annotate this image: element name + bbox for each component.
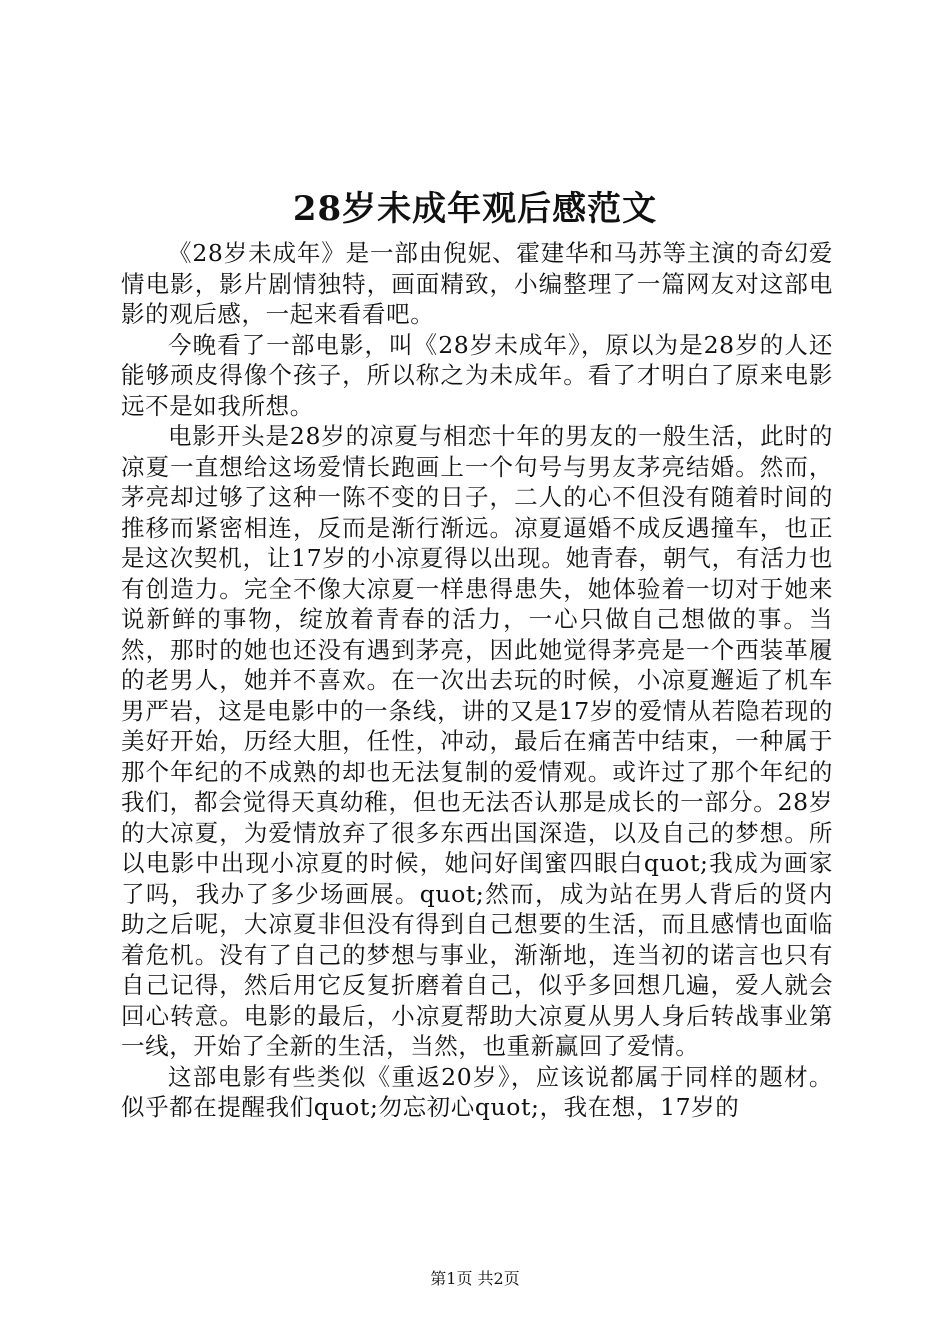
paragraph-plot-review: 电影开头是28岁的凉夏与相恋十年的男友的一般生活，此时的凉夏一直想给这场爱情长跑画上一个句号与男友茅亮结婚。然而，茅亮却过够了这种一陈不变的日子，二人的心不但没有随着时间的推移而紧密相连，反而是渐行渐远。凉夏逼婚不成反遇撞车，也正是这次契机，让17岁的小凉夏得以出现。她青春，朝气，有活力也有创造力。完全不像大凉夏一样患得患失，她体验着一切对于她来说新鲜的事物，绽放着青春的活力，一心只做自己想做的事。当然，那时的她也还没有遇到茅亮，因此她觉得茅亮是一个西装革履的老男人，她并不喜欢。在一次出去玩的时候，小凉夏邂逅了机车男严岩，这是电影中的一条线，讲的又是17岁的爱情从若隐若现的美好开始，历经大胆，任性，冲动，最后在痛苦中结束，一种属于那个年纪的不成熟的却也无法复制的爱情观。或许过了那个年纪的我们，都会觉得天真幼稚，但也无法否认那是成长的一部分。28岁的大凉夏，为爱情放弃了很多东西出国深造，以及自己的梦想。所以电影中出现小凉夏的时候，她问好闺蜜四眼白quot;我成为画家了吗，我办了多少场画展。quot;然而，成为站在男人背后的贤内助之后呢，大凉夏非但没有得到自己想要的生活，而且感情也面临着危机。没有了自己的梦想与事业，渐渐地，连当初的诺言也只有自己记得，然后用它反复折磨着自己，似乎多回想几遍，爱人就会回心转意。电影的最后，小凉夏帮助大凉夏从男人身后转战事业第一线，开始了全新的生活，当然，也重新赢回了爱情。	[121, 422, 833, 1060]
paragraph-intro: 《28岁未成年》是一部由倪妮、霍建华和马苏等主演的奇幻爱情电影，影片剧情独特，画面精致，小编整理了一篇网友对这部电影的观后感，一起来看看吧。	[121, 239, 833, 328]
document-body	[121, 238, 833, 1123]
paragraph-comparison: 这部电影有些类似《重返20岁》，应该说都属于同样的题材。似乎都在提醒我们quot;勿忘初心quot;，我在想，17岁的	[121, 1062, 833, 1121]
paragraph-first-impression: 今晚看了一部电影，叫《28岁未成年》，原以为是28岁的人还能够顽皮得像个孩子，所以称之为未成年。看了才明白了原来电影远不是如我所想。	[121, 330, 833, 420]
document-title: 28岁未成年观后感范文	[292, 189, 658, 229]
page-footer: 第1页 共2页	[430, 1269, 520, 1288]
